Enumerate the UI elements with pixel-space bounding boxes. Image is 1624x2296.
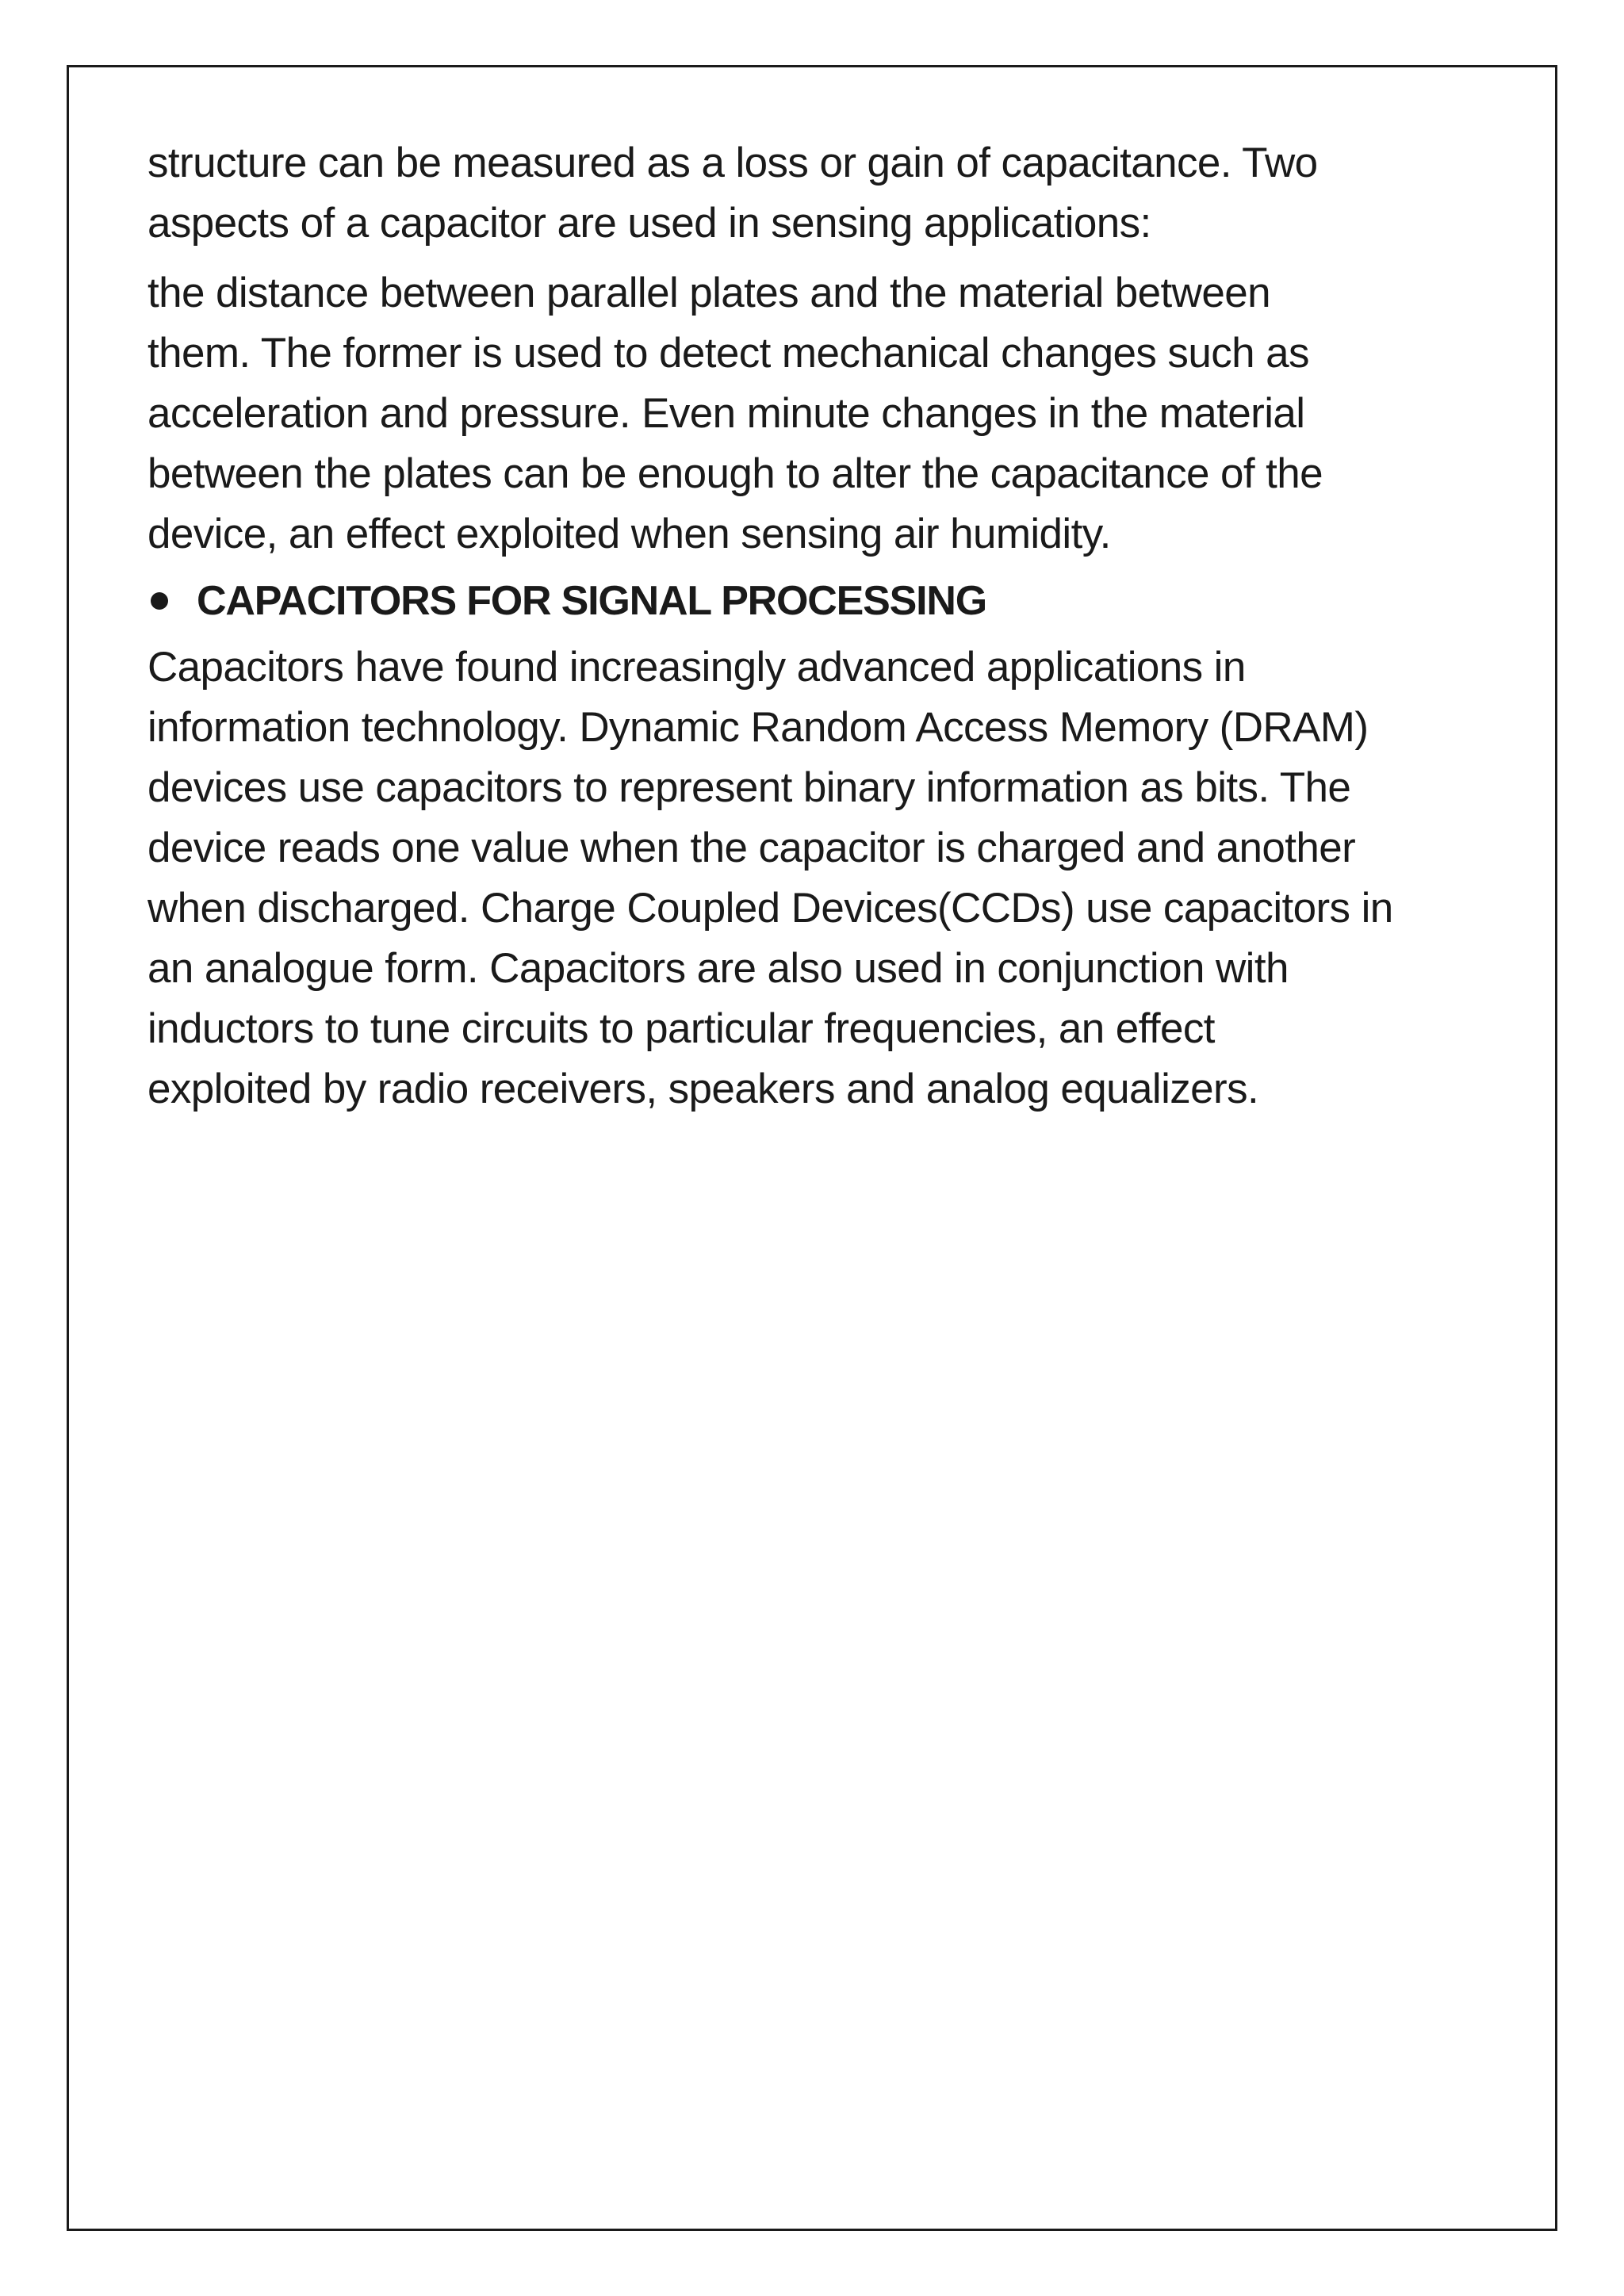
text-line: between the plates can be enough to alter the capacitance of the — [147, 450, 1323, 497]
text-line: structure can be measured as a loss or gain of capacitance. Two — [147, 140, 1318, 186]
document-body — [147, 133, 1511, 1119]
section-heading: CAPACITORS FOR SIGNAL PROCESSING — [197, 578, 986, 624]
text-line: when discharged. Charge Coupled Devices(CCDs) use capacitors in — [147, 885, 1393, 932]
section-heading-row — [147, 568, 1511, 634]
text-line: information technology. Dynamic Random Access Memory (DRAM) — [147, 704, 1369, 751]
paragraph-signal-processing — [147, 637, 1511, 1119]
text-line: them. The former is used to detect mechanical changes such as — [147, 330, 1309, 377]
paragraph-intro — [147, 133, 1511, 254]
text-line: acceleration and pressure. Even minute changes in the material — [147, 390, 1305, 437]
text-line: an analogue form. Capacitors are also used in conjunction with — [147, 945, 1289, 992]
paragraph-sensing — [147, 263, 1511, 564]
text-line: exploited by radio receivers, speakers and analog equalizers. — [147, 1066, 1259, 1112]
text-line: device reads one value when the capacitor is charged and another — [147, 825, 1356, 871]
text-line: inductors to tune circuits to particular frequencies, an effect — [147, 1005, 1215, 1052]
text-line: device, an effect exploited when sensing air humidity. — [147, 511, 1111, 557]
text-line: aspects of a capacitor are used in sensing applications: — [147, 200, 1151, 247]
text-line: devices use capacitors to represent binary information as bits. The — [147, 764, 1351, 811]
bullet-icon — [151, 592, 168, 610]
text-line: Capacitors have found increasingly advanced applications in — [147, 644, 1246, 691]
text-line: the distance between parallel plates and the material between — [147, 270, 1270, 316]
